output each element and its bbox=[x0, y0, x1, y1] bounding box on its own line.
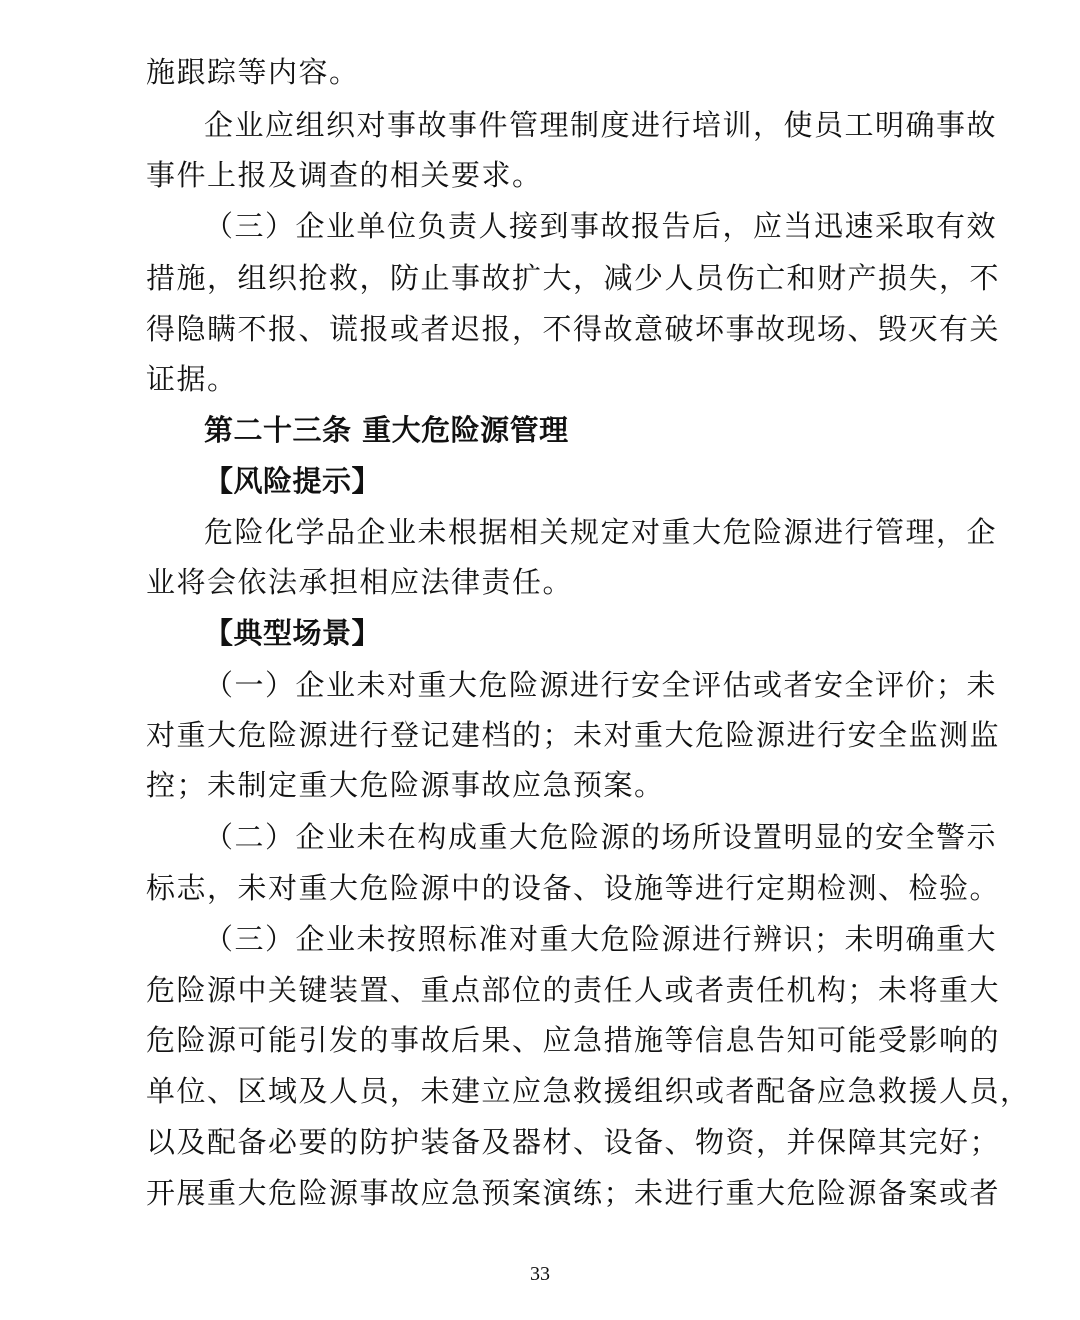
paragraph-line: 施跟踪等内容。 bbox=[146, 55, 360, 89]
paragraph-line: （三）企业单位负责人接到事故报告后，应当迅速采取有效 bbox=[204, 209, 998, 243]
section-heading-risk: 【风险提示】 bbox=[204, 464, 382, 498]
paragraph-line: 事件上报及调查的相关要求。 bbox=[146, 158, 543, 192]
paragraph-line: （三）企业未按照标准对重大危险源进行辨识；未明确重大 bbox=[204, 922, 998, 956]
paragraph-line: 开展重大危险源事故应急预案演练；未进行重大危险源备案或者 bbox=[146, 1176, 1001, 1210]
paragraph-line: 企业应组织对事故事件管理制度进行培训，使员工明确事故 bbox=[204, 108, 998, 142]
section-heading-scenarios: 【典型场景】 bbox=[204, 616, 382, 650]
paragraph-line: （二）企业未在构成重大危险源的场所设置明显的安全警示 bbox=[204, 820, 998, 854]
paragraph-line: 证据。 bbox=[146, 362, 238, 396]
paragraph-line: 危险源可能引发的事故后果、应急措施等信息告知可能受影响的 bbox=[146, 1023, 1001, 1057]
paragraph-line: 危险化学品企业未根据相关规定对重大危险源进行管理，企 bbox=[204, 515, 998, 549]
page-number: 33 bbox=[530, 1263, 550, 1285]
paragraph-line: 措施，组织抢救，防止事故扩大，减少人员伤亡和财产损失，不 bbox=[146, 261, 1001, 295]
paragraph-line: 危险源中关键装置、重点部位的责任人或者责任机构；未将重大 bbox=[146, 973, 1001, 1007]
paragraph-line: 对重大危险源进行登记建档的；未对重大危险源进行安全监测监 bbox=[146, 718, 1001, 752]
paragraph-line: （一）企业未对重大危险源进行安全评估或者安全评价；未 bbox=[204, 668, 998, 702]
paragraph-line: 得隐瞒不报、谎报或者迟报，不得故意破坏事故现场、毁灭有关 bbox=[146, 312, 1001, 346]
paragraph-line: 业将会依法承担相应法律责任。 bbox=[146, 565, 574, 599]
paragraph-line: 标志，未对重大危险源中的设备、设施等进行定期检测、检验。 bbox=[146, 871, 1001, 905]
article-heading: 第二十三条 重大危险源管理 bbox=[204, 413, 569, 447]
paragraph-line: 控；未制定重大危险源事故应急预案。 bbox=[146, 768, 665, 802]
paragraph-line: 以及配备必要的防护装备及器材、设备、物资，并保障其完好； bbox=[146, 1125, 1001, 1159]
paragraph-line: 单位、区域及人员，未建立应急救援组织或者配备应急救援人员， bbox=[146, 1074, 1031, 1108]
